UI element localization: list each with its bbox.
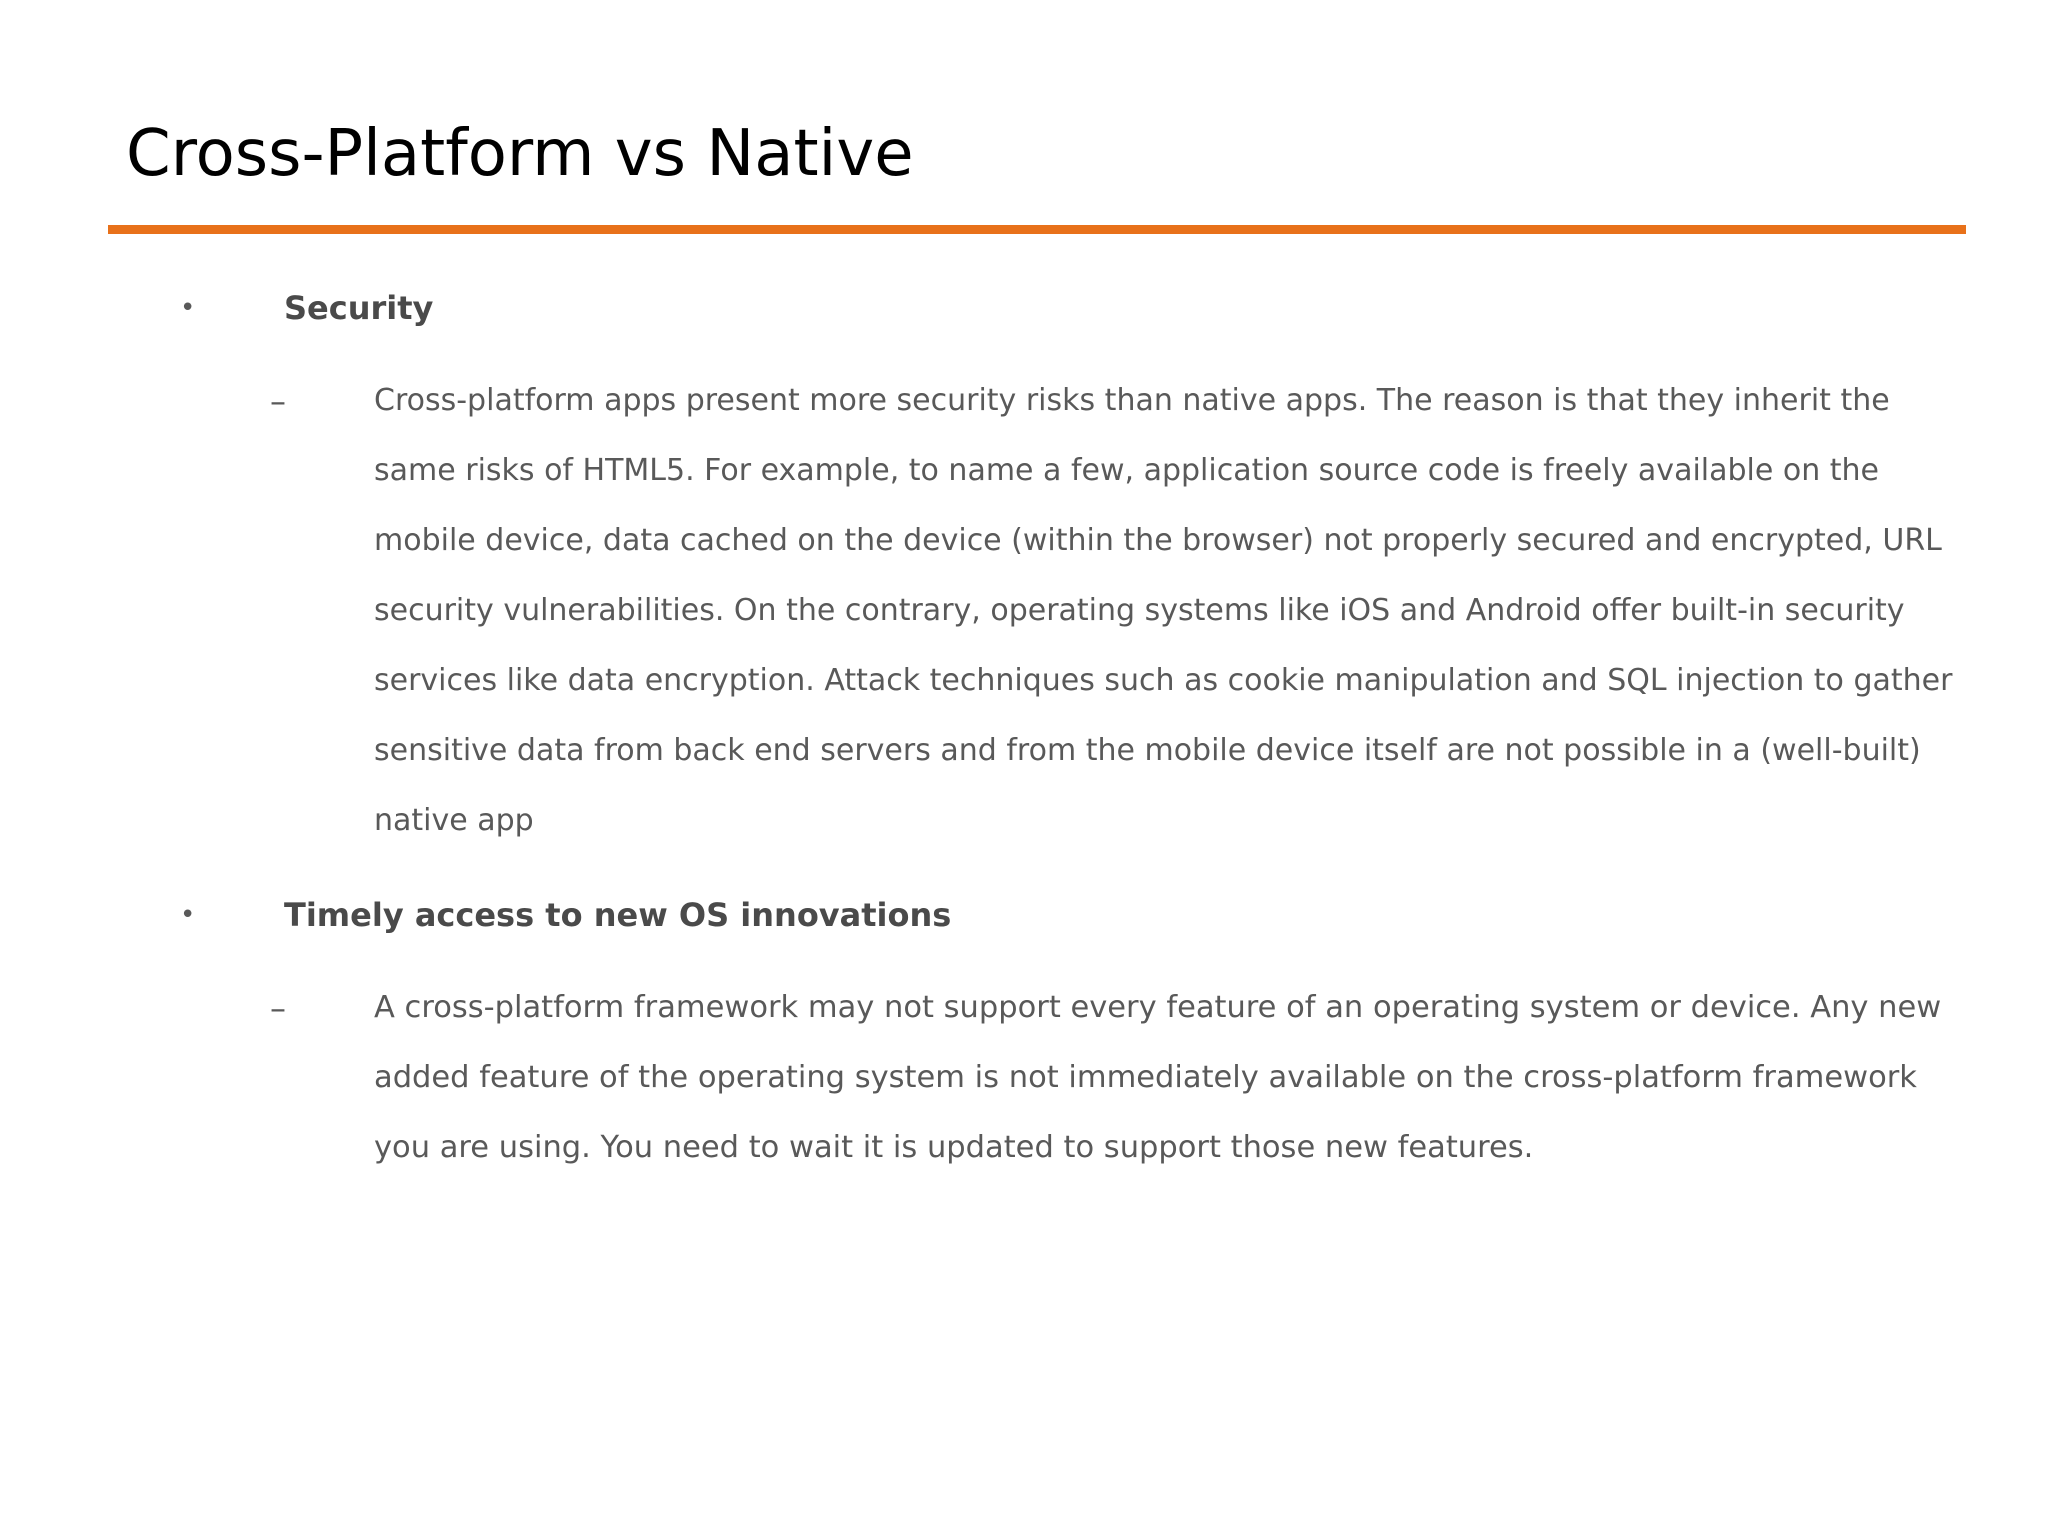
sub-item-text [374, 366, 1964, 856]
bullet-icon: • [180, 293, 196, 323]
text-line: you are using. You need to wait it is updated to support those new features. [374, 1130, 1534, 1165]
text-line: same risks of HTML5. For example, to name a few, application source code is freely available on the [374, 453, 1880, 488]
text-line: native app [374, 803, 534, 838]
title-underline [108, 225, 1966, 234]
text-line: sensitive data from back end servers and from the mobile device itself are not possible in a (well-built) [374, 733, 1921, 768]
slide-title: Cross-Platform vs Native [126, 117, 914, 191]
bullet-icon: • [180, 900, 196, 930]
text-line: services like data encryption. Attack techniques such as cookie manipulation and SQL injection to gather [374, 663, 1953, 698]
sub-item-text [374, 973, 1964, 1183]
dash-icon: – [270, 989, 286, 1027]
text-line: Cross-platform apps present more security risks than native apps. The reason is that they inherit the [374, 383, 1890, 418]
text-line: security vulnerabilities. On the contrary, operating systems like iOS and Android offer built-in security [374, 593, 1905, 628]
text-line: added feature of the operating system is not immediately available on the cross-platform framework [374, 1060, 1917, 1095]
text-line: mobile device, data cached on the device (within the browser) not properly secured and encrypted, URL [374, 523, 1942, 558]
bullet-heading: Timely access to new OS innovations [284, 896, 952, 934]
bullet-heading: Security [284, 289, 434, 327]
dash-icon: – [270, 382, 286, 420]
text-line: A cross-platform framework may not support every feature of an operating system or device. Any new [374, 990, 1942, 1025]
